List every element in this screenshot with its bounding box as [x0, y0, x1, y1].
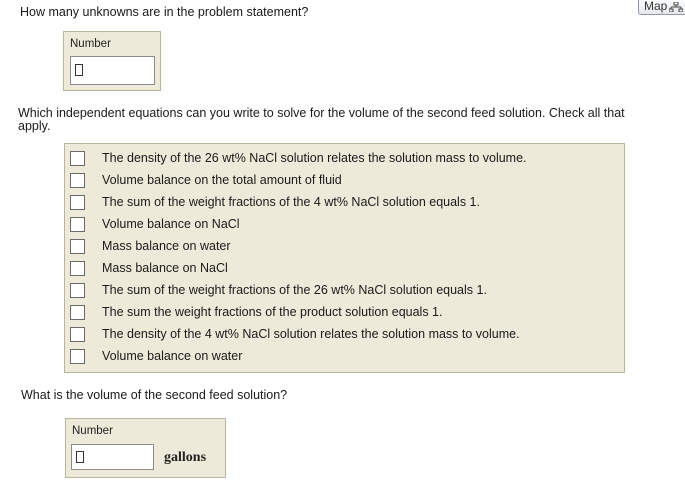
volume-number-input[interactable] — [71, 444, 154, 470]
checkbox-8[interactable] — [70, 305, 85, 320]
question-3-text: What is the volume of the second feed solution? — [21, 388, 288, 402]
question-2-text: Which independent equations can you write to solve for the volume of the second feed solution. Check all that apply. — [18, 106, 625, 133]
check-option-7[interactable] — [70, 281, 487, 299]
check-option-3[interactable] — [70, 193, 480, 211]
number-label: Number — [70, 38, 111, 50]
volume-number-panel — [65, 418, 226, 478]
unknowns-number-input[interactable] — [70, 56, 155, 85]
map-button-label: Map — [644, 0, 668, 13]
checkbox-10[interactable] — [70, 349, 85, 364]
question-1-text: How many unknowns are in the problem statement? — [20, 5, 309, 19]
check-option-label: The density of the 26 wt% NaCl solution relates the solution mass to volume. — [102, 151, 527, 165]
checkbox-5[interactable] — [70, 239, 85, 254]
checkbox-4[interactable] — [70, 217, 85, 232]
check-option-label: The sum of the weight fractions of the 4 wt% NaCl solution equals 1. — [102, 195, 480, 209]
check-option-10[interactable] — [70, 347, 242, 365]
equations-checklist — [64, 143, 625, 373]
check-option-label: Mass balance on water — [102, 239, 231, 253]
check-option-label: The sum the weight fractions of the product solution equals 1. — [102, 305, 443, 319]
check-option-5[interactable] — [70, 237, 231, 255]
sitemap-icon — [669, 1, 683, 11]
check-option-4[interactable] — [70, 215, 240, 233]
check-option-2[interactable] — [70, 171, 342, 189]
check-option-8[interactable] — [70, 303, 442, 321]
check-option-label: Mass balance on NaCl — [102, 261, 228, 275]
unit-label: gallons — [164, 450, 207, 465]
checkbox-1[interactable] — [70, 151, 85, 166]
map-button[interactable] — [638, 0, 685, 15]
check-option-label: Volume balance on NaCl — [102, 217, 240, 231]
number-label: Number — [72, 425, 113, 437]
check-option-9[interactable] — [70, 325, 520, 343]
checkbox-6[interactable] — [70, 261, 85, 276]
check-option-1[interactable] — [70, 149, 527, 167]
check-option-label: The sum of the weight fractions of the 26 wt% NaCl solution equals 1. — [102, 283, 487, 297]
checkbox-2[interactable] — [70, 173, 85, 188]
checkbox-9[interactable] — [70, 327, 85, 342]
check-option-label: The density of the 4 wt% NaCl solution relates the solution mass to volume. — [102, 327, 520, 341]
checkbox-7[interactable] — [70, 283, 85, 298]
checkbox-3[interactable] — [70, 195, 85, 210]
check-option-6[interactable] — [70, 259, 228, 277]
check-option-label: Volume balance on the total amount of fluid — [102, 173, 342, 187]
unknowns-number-panel — [63, 31, 161, 91]
check-option-label: Volume balance on water — [102, 349, 243, 363]
